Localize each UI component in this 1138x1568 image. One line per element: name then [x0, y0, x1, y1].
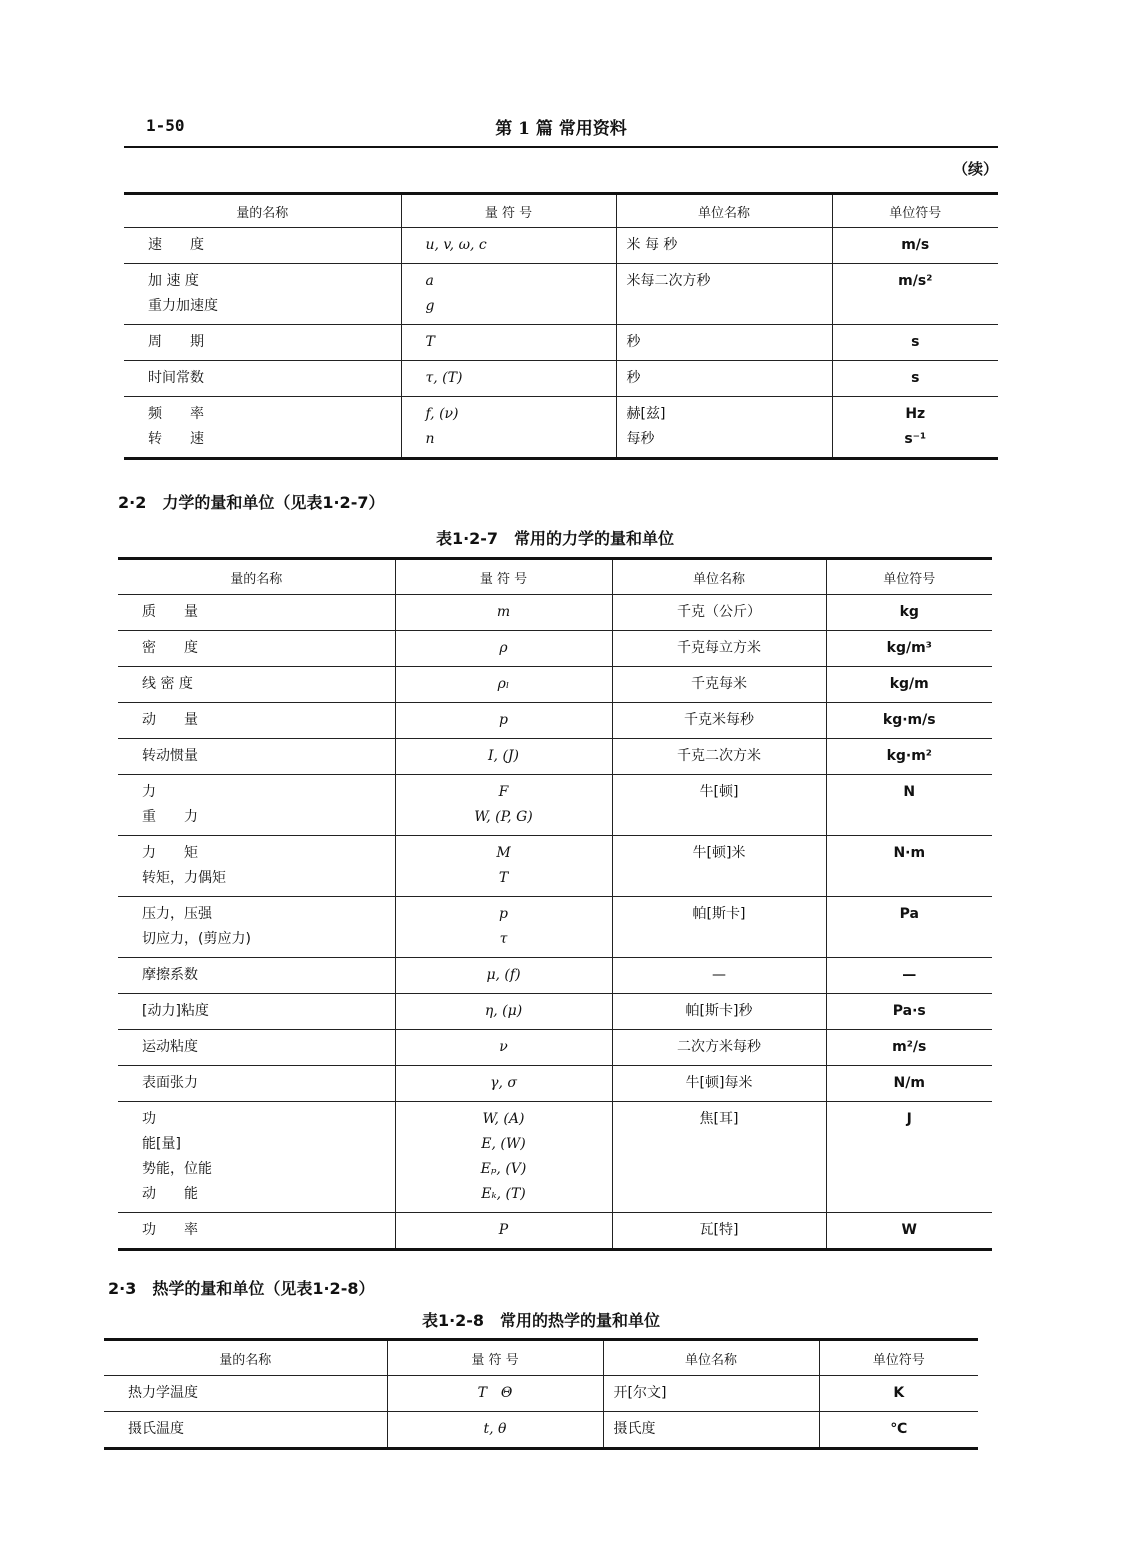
mechanics-quantities-table	[118, 557, 992, 1251]
unit-symbol-cell	[832, 228, 998, 264]
unit-symbol-cell	[826, 595, 992, 631]
quantity-symbol: g	[425, 298, 435, 314]
column-header-quantity-name: 量的名称	[118, 559, 395, 595]
quantity-name-cell	[104, 1412, 387, 1449]
unit-name-cell	[612, 1102, 826, 1213]
quantity-symbol: F	[498, 784, 509, 800]
unit-symbol: Pa	[899, 906, 919, 922]
page-header	[124, 112, 998, 148]
unit-symbol-cell	[826, 703, 992, 739]
quantity-symbol-cell	[395, 1213, 612, 1250]
unit-symbol: kg·m²	[886, 748, 932, 764]
unit-symbol: ℃	[890, 1421, 908, 1437]
unit-name: 千克二次方米	[677, 748, 761, 764]
quantity-name: 切应力，(剪应力)	[142, 931, 251, 947]
quantity-name-cell	[118, 836, 395, 897]
quantity-name-cell	[124, 228, 401, 264]
unit-symbol-cell	[826, 739, 992, 775]
column-header-unit-name: 单位名称	[603, 1340, 819, 1376]
unit-name: 开[尔文]	[613, 1385, 667, 1401]
quantity-name: 摄氏温度	[128, 1421, 184, 1437]
quantity-name: 能[量]	[142, 1136, 181, 1152]
quantity-symbol-cell	[395, 739, 612, 775]
unit-symbol: m/s	[901, 237, 930, 253]
unit-name-cell	[612, 1030, 826, 1066]
quantity-name: 功 率	[142, 1222, 198, 1238]
column-header-quantity-symbol: 量 符 号	[395, 559, 612, 595]
unit-name: 秒	[626, 370, 641, 386]
unit-name: 牛[顿]	[699, 784, 739, 800]
quantity-symbol-cell	[401, 325, 616, 361]
column-header-unit-symbol: 单位符号	[819, 1340, 978, 1376]
unit-symbol: m/s²	[898, 273, 933, 289]
quantity-symbol-cell	[395, 595, 612, 631]
quantity-name: 重力加速度	[148, 298, 218, 314]
quantity-symbol: u, v, ω, c	[425, 237, 487, 253]
quantity-name: 速 度	[148, 237, 204, 253]
quantity-symbol: m	[496, 604, 511, 620]
table-caption-mechanics: 表1·2-7 常用的力学的量和单位	[435, 529, 675, 548]
unit-symbol: kg·m/s	[882, 712, 936, 728]
unit-symbol-cell	[826, 1213, 992, 1250]
unit-name: 米每二次方秒	[626, 273, 711, 289]
quantity-symbol-cell	[395, 994, 612, 1030]
column-header-quantity-symbol: 量 符 号	[387, 1340, 603, 1376]
quantity-symbol-cell	[395, 667, 612, 703]
quantity-name-cell	[118, 1030, 395, 1066]
quantity-name-cell	[118, 1066, 395, 1102]
page-number: 1-50	[146, 116, 185, 135]
unit-symbol-cell	[832, 397, 998, 459]
unit-name-cell	[616, 228, 832, 264]
unit-symbol: kg/m³	[886, 640, 932, 656]
quantity-name: 动 能	[142, 1186, 198, 1202]
unit-symbol: N/m	[893, 1075, 925, 1091]
quantity-name-cell	[118, 739, 395, 775]
quantity-symbol: τ	[499, 931, 508, 947]
quantity-name: 密 度	[142, 640, 198, 656]
unit-symbol-cell	[826, 667, 992, 703]
table-row	[118, 1066, 992, 1102]
quantity-name-cell	[124, 264, 401, 325]
quantity-symbol: f, (ν)	[425, 406, 459, 422]
unit-name-cell	[612, 667, 826, 703]
quantity-symbol: n	[425, 431, 435, 447]
unit-symbol: W	[901, 1222, 917, 1238]
quantity-symbol-cell	[401, 264, 616, 325]
unit-symbol-cell	[819, 1376, 978, 1412]
unit-name-cell	[612, 775, 826, 836]
quantity-symbol-cell	[395, 703, 612, 739]
table-row	[118, 897, 992, 958]
table-row	[104, 1376, 978, 1412]
quantity-symbol: I, (J)	[488, 748, 519, 764]
table-row	[104, 1412, 978, 1449]
table-row	[118, 1102, 992, 1213]
unit-name-cell	[612, 1066, 826, 1102]
quantity-name-cell	[118, 1213, 395, 1250]
quantity-name: 加 速 度	[148, 273, 199, 289]
unit-name: 米 每 秒	[626, 237, 678, 253]
quantity-symbol: t, θ	[483, 1421, 507, 1437]
unit-name: 赫[兹] 每秒	[626, 406, 666, 447]
unit-name-cell	[612, 994, 826, 1030]
quantity-name-cell	[124, 397, 401, 459]
table-row	[118, 1030, 992, 1066]
table-row	[118, 836, 992, 897]
quantity-name-cell	[118, 595, 395, 631]
quantity-name-cell	[118, 703, 395, 739]
quantity-symbol-cell	[395, 1030, 612, 1066]
quantity-symbol: M	[496, 845, 511, 861]
table-row	[124, 361, 998, 397]
quantity-name: [动力]粘度	[142, 1003, 209, 1019]
quantity-symbol: T	[498, 870, 509, 886]
quantity-symbol: Eₚ, (V)	[480, 1161, 527, 1177]
table-row	[118, 775, 992, 836]
unit-name: 摄氏度	[613, 1421, 656, 1437]
column-header-unit-symbol: 单位符号	[826, 559, 992, 595]
quantity-name: 压力，压强	[142, 906, 212, 922]
quantity-symbol-cell	[395, 1066, 612, 1102]
quantities-table-continued	[124, 192, 998, 460]
quantity-name: 质 量	[142, 604, 198, 620]
unit-symbol: m²/s	[892, 1039, 927, 1055]
unit-symbol-cell	[832, 264, 998, 325]
quantity-name: 频 率	[148, 406, 204, 422]
quantity-name-cell	[124, 325, 401, 361]
unit-name-cell	[616, 361, 832, 397]
unit-name-cell	[616, 325, 832, 361]
quantity-name: 功	[142, 1111, 156, 1127]
unit-symbol: N	[903, 784, 916, 800]
unit-symbol: —	[902, 967, 917, 983]
unit-symbol: Pa·s	[892, 1003, 926, 1019]
quantity-name-cell	[118, 667, 395, 703]
unit-name: 牛[顿]米	[692, 845, 746, 861]
quantity-symbol: W, (A)	[482, 1111, 525, 1127]
section-heading-mechanics: 2·2 力学的量和单位（见表1·2-7）	[118, 493, 385, 512]
quantity-symbol: T	[425, 334, 435, 350]
table-row	[124, 325, 998, 361]
quantity-name: 势能，位能	[142, 1161, 212, 1177]
unit-name-cell	[612, 703, 826, 739]
unit-name-cell	[612, 1213, 826, 1250]
unit-symbol-cell	[826, 958, 992, 994]
column-header-quantity-name: 量的名称	[124, 194, 401, 228]
quantity-symbol: p	[499, 712, 508, 728]
quantity-symbol-cell	[395, 631, 612, 667]
unit-symbol: Hz s⁻¹	[904, 406, 927, 447]
quantity-name: 转矩，力偶矩	[142, 870, 226, 886]
unit-name: 帕[斯卡]	[692, 906, 746, 922]
table-row	[118, 703, 992, 739]
quantity-symbol-cell	[395, 897, 612, 958]
unit-name: —	[712, 967, 726, 983]
unit-symbol-cell	[819, 1412, 978, 1449]
quantity-symbol: p	[499, 906, 508, 922]
quantity-symbol-cell	[401, 397, 616, 459]
quantity-symbol-cell	[395, 1102, 612, 1213]
quantity-symbol-cell	[395, 836, 612, 897]
table-row	[124, 264, 998, 325]
section-heading-thermal: 2·3 热学的量和单位（见表1·2-8）	[108, 1279, 375, 1298]
quantity-name-cell	[104, 1376, 387, 1412]
unit-name: 秒	[626, 334, 641, 350]
unit-name: 千克米每秒	[684, 712, 754, 728]
thermal-quantities-table	[104, 1338, 978, 1450]
quantity-name: 重 力	[142, 809, 198, 825]
quantity-symbol: P	[498, 1222, 509, 1238]
table-caption-thermal: 表1·2-8 常用的热学的量和单位	[421, 1311, 661, 1330]
quantity-name: 转动惯量	[142, 748, 198, 764]
unit-symbol-cell	[826, 836, 992, 897]
quantity-name: 摩擦系数	[142, 967, 198, 983]
quantity-symbol-cell	[387, 1412, 603, 1449]
table-row	[118, 631, 992, 667]
running-title: 第 1 篇 常用资料	[495, 119, 627, 139]
unit-name: 二次方米每秒	[677, 1039, 761, 1055]
unit-symbol-cell	[826, 775, 992, 836]
unit-symbol-cell	[832, 361, 998, 397]
unit-symbol: s	[911, 334, 920, 350]
quantity-name-cell	[118, 631, 395, 667]
unit-name: 焦[耳]	[699, 1111, 739, 1127]
unit-name-cell	[616, 264, 832, 325]
quantity-name-cell	[118, 897, 395, 958]
quantity-name-cell	[118, 1102, 395, 1213]
quantity-name: 热力学温度	[128, 1385, 198, 1401]
quantity-name: 转 速	[148, 431, 204, 447]
quantity-symbol-cell	[395, 958, 612, 994]
quantity-symbol: ρ	[499, 640, 508, 656]
unit-name: 千克每立方米	[677, 640, 761, 656]
unit-symbol-cell	[826, 1102, 992, 1213]
quantity-name: 表面张力	[142, 1075, 198, 1091]
quantity-symbol: η, (μ)	[484, 1003, 523, 1019]
quantity-name-cell	[118, 958, 395, 994]
quantity-name: 运动粘度	[142, 1039, 198, 1055]
quantity-symbol: μ, (f)	[486, 967, 521, 983]
unit-symbol-cell	[826, 1030, 992, 1066]
table-row	[118, 667, 992, 703]
quantity-symbol-cell	[401, 228, 616, 264]
quantity-symbol: W, (P, G)	[474, 809, 533, 825]
quantity-name: 时间常数	[148, 370, 204, 386]
quantity-name: 力 矩	[142, 845, 198, 861]
quantity-name-cell	[118, 994, 395, 1030]
quantity-symbol: E, (W)	[481, 1136, 526, 1152]
column-header-unit-name: 单位名称	[616, 194, 832, 228]
table-row	[118, 958, 992, 994]
unit-name-cell	[612, 631, 826, 667]
quantity-symbol-cell	[387, 1376, 603, 1412]
table-row	[118, 994, 992, 1030]
unit-symbol-cell	[826, 994, 992, 1030]
quantity-symbol: τ, (T)	[425, 370, 463, 386]
unit-symbol: N·m	[893, 845, 926, 861]
unit-name: 帕[斯卡]秒	[685, 1003, 753, 1019]
unit-symbol: J	[906, 1111, 912, 1127]
unit-symbol: kg	[899, 604, 919, 620]
quantity-name: 周 期	[148, 334, 204, 350]
table-row	[118, 1213, 992, 1250]
unit-name-cell	[603, 1376, 819, 1412]
column-header-unit-name: 单位名称	[612, 559, 826, 595]
unit-symbol: s	[911, 370, 920, 386]
unit-symbol-cell	[826, 631, 992, 667]
unit-symbol: kg/m	[889, 676, 929, 692]
quantity-symbol: a	[425, 273, 434, 289]
table-row	[118, 595, 992, 631]
unit-name-cell	[612, 739, 826, 775]
unit-name-cell	[612, 897, 826, 958]
continued-label: （续）	[952, 160, 998, 178]
unit-name: 牛[顿]每米	[685, 1075, 753, 1091]
quantity-name-cell	[124, 361, 401, 397]
unit-symbol: K	[893, 1385, 905, 1401]
table-row	[124, 228, 998, 264]
quantity-symbol: ρₗ	[497, 676, 510, 692]
unit-name-cell	[616, 397, 832, 459]
column-header-unit-symbol: 单位符号	[832, 194, 998, 228]
table-row	[124, 397, 998, 459]
quantity-name: 动 量	[142, 712, 198, 728]
unit-name-cell	[612, 958, 826, 994]
column-header-quantity-name: 量的名称	[104, 1340, 387, 1376]
quantity-symbol-cell	[401, 361, 616, 397]
unit-symbol-cell	[826, 1066, 992, 1102]
quantity-symbol: Eₖ, (T)	[481, 1186, 526, 1202]
quantity-name-cell	[118, 775, 395, 836]
quantity-name: 力	[142, 784, 156, 800]
unit-symbol-cell	[832, 325, 998, 361]
unit-name: 千克（公斤）	[677, 604, 761, 620]
unit-name: 千克每米	[691, 676, 747, 692]
unit-name-cell	[612, 595, 826, 631]
quantity-symbol: ν	[499, 1039, 508, 1055]
unit-name: 瓦[特]	[699, 1222, 739, 1238]
unit-symbol-cell	[826, 897, 992, 958]
unit-name-cell	[603, 1412, 819, 1449]
quantity-name: 线 密 度	[142, 676, 193, 692]
table-row	[118, 739, 992, 775]
unit-name-cell	[612, 836, 826, 897]
column-header-quantity-symbol: 量 符 号	[401, 194, 616, 228]
quantity-symbol-cell	[395, 775, 612, 836]
quantity-symbol: γ, σ	[490, 1075, 517, 1091]
quantity-symbol: T Θ	[477, 1385, 513, 1401]
